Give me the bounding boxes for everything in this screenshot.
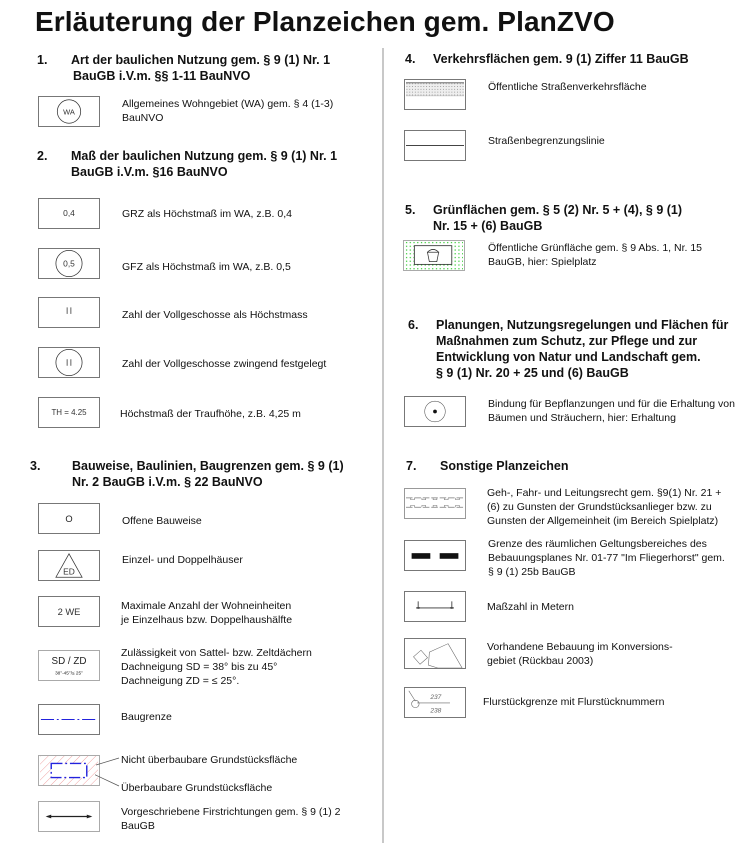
double-arrow-icon (39, 802, 99, 831)
description-line: BauGB (121, 820, 155, 832)
symbol-wa-circle (38, 96, 100, 127)
description-line: Bebauungsplanes Nr. 01-77 "Im Fliegerhorst" gem. (488, 552, 725, 564)
middle-line-icon (405, 131, 465, 160)
symbol-traufhoehe (38, 397, 100, 428)
section-3-heading (30, 458, 370, 490)
svg-text:0,5: 0,5 (63, 258, 75, 269)
legend-description (488, 537, 725, 579)
description-line: Öffentliche Grünfläche gem. § 9 Abs. 1, Nr. 15 (488, 242, 703, 254)
section-number: 5. (405, 203, 416, 217)
section-title-line: Bauweise, Baulinien, Baugrenzen gem. § 9 (1) (72, 459, 344, 473)
section-number: 4. (405, 52, 416, 66)
parcel-boundary-icon (405, 688, 465, 717)
description-line: Offene Bauweise (122, 515, 202, 527)
svg-text:O: O (65, 513, 73, 524)
text-label-icon (39, 504, 99, 533)
legend-description (488, 134, 605, 148)
legend-description (121, 805, 340, 833)
symbol-wohneinheiten (38, 596, 100, 627)
symbol-firstrichtung (38, 801, 100, 832)
description-line: Nicht überbaubare Grundstücksfläche (121, 754, 298, 766)
svg-text:238: 238 (430, 707, 442, 715)
legend-description (122, 553, 243, 567)
section-number: 1. (37, 53, 48, 67)
legend-description (121, 781, 272, 795)
description-line: je Einzelhaus bzw. Doppelhaushälfte (121, 614, 293, 626)
section-5-heading (405, 202, 735, 234)
legend-description (121, 646, 312, 688)
description-line: Allgemeines Wohngebiet (WA) gem. § 4 (1-3) (122, 98, 334, 110)
section-title-line: BauGB i.V.m. §16 BauNVO (71, 165, 228, 179)
legend-description (120, 407, 301, 421)
legend-description (487, 640, 673, 668)
description-line: Einzel- und Doppelhäuser (122, 554, 243, 566)
tree-circle-icon (405, 397, 465, 426)
symbol-dachform (38, 650, 100, 681)
description-line: BauGB, hier: Spielplatz (488, 256, 597, 268)
section-6-heading (408, 317, 743, 381)
boundary-dashes-icon (405, 541, 465, 570)
dotted-band-icon (405, 80, 465, 109)
section-4-heading (405, 51, 735, 67)
section-1-heading (37, 52, 367, 84)
section-title-line: Verkehrsflächen gem. 9 (1) Ziffer 11 BauGB (433, 52, 689, 66)
symbol-strassenverkehrsflaeche (404, 79, 466, 110)
symbol-gfz-circle (38, 248, 100, 279)
section-title-line: Grünflächen gem. § 5 (2) Nr. 5 + (4), § 9 (1) (433, 203, 683, 217)
description-line: Dachneigung ZD = ≤ 25°. (121, 675, 240, 687)
legend-description (488, 80, 647, 94)
description-line: Öffentliche Straßenverkehrsfläche (488, 81, 647, 93)
column-divider (382, 48, 384, 843)
legend-description (122, 357, 326, 371)
text-label-icon (39, 298, 99, 327)
legend-description (122, 308, 308, 322)
section-title-line: Sonstige Planzeichen (440, 459, 569, 473)
green-playground-icon (404, 241, 464, 270)
svg-text:ED: ED (63, 566, 75, 577)
description-line: (6) zu Gunsten der Grundstücksanlieger bzw. zu (487, 501, 712, 513)
section-title-line: Maßnahmen zum Schutz, zur Pflege und zur (436, 334, 698, 348)
page-title: Erläuterung der Planzeichen gem. PlanZVO (35, 6, 615, 37)
legend-description (122, 97, 333, 125)
section-title-line: Art der baulichen Nutzung gem. § 9 (1) Nr. 1 (71, 53, 331, 67)
symbol-vorhandene-bebauung (404, 638, 466, 669)
description-line: Bäumen und Sträuchern, hier: Erhaltung (488, 412, 676, 424)
section-2-heading (37, 148, 367, 180)
section-title-line: BauGB i.V.m. §§ 1-11 BauNVO (73, 69, 251, 83)
text-label-icon (39, 597, 99, 626)
description-line: gebiet (Rückbau 2003) (487, 655, 594, 667)
description-line: BauNVO (122, 112, 164, 124)
triangle-label-icon (39, 551, 99, 580)
section-title-line: Planungen, Nutzungsregelungen und Flächen für (436, 318, 729, 332)
symbol-grz (38, 198, 100, 229)
description-line: GRZ als Höchstmaß im WA, z.B. 0,4 (122, 208, 292, 220)
description-line: Höchstmaß der Traufhöhe, z.B. 4,25 m (120, 408, 301, 420)
description-line: Maßzahl in Metern (487, 601, 574, 613)
legend-description (487, 486, 721, 528)
legend-description (121, 753, 297, 767)
svg-text:TH = 4.25: TH = 4.25 (51, 407, 87, 417)
section-title-line: § 9 (1) Nr. 20 + 25 und (6) BauGB (436, 366, 629, 380)
hatched-area-icon (39, 756, 99, 785)
symbol-flurstueckgrenze (404, 687, 466, 718)
description-line: Zahl der Vollgeschosse als Höchstmass (122, 309, 308, 321)
description-line: Überbaubare Grundstücksfläche (121, 782, 273, 794)
legend-description (488, 241, 702, 269)
symbol-vollgeschosse-max (38, 297, 100, 328)
svg-text:0,4: 0,4 (63, 207, 75, 218)
dimension-line-icon (405, 592, 465, 621)
description-line: Straßenbegrenzungslinie (488, 135, 605, 147)
svg-text:38°-45°/≤ 25°: 38°-45°/≤ 25° (55, 670, 83, 676)
section-title-line: Nr. 15 + (6) BauGB (433, 219, 543, 233)
description-line: Vorhandene Bebauung im Konversions- (487, 641, 673, 653)
easement-band-icon (405, 489, 465, 518)
section-number: 6. (408, 318, 419, 332)
baugrenze-line-icon (39, 705, 99, 734)
legend-description (487, 600, 574, 614)
text-label-icon (39, 398, 99, 427)
roof-label-icon (39, 651, 99, 680)
section-title-line: Maß der baulichen Nutzung gem. § 9 (1) Nr. 1 (71, 149, 338, 163)
symbol-masszahl (404, 591, 466, 622)
circle-label-icon (39, 249, 99, 278)
symbol-einzel-doppelhaus (38, 550, 100, 581)
legend-description (122, 260, 291, 274)
description-line: Baugrenze (121, 711, 172, 723)
symbol-erhaltung-baeume (404, 396, 466, 427)
description-line: Vorgeschriebene Firstrichtungen gem. § 9 (1) 2 (121, 806, 341, 818)
description-line: Grenze des räumlichen Geltungsbereiches des (488, 538, 707, 550)
description-line: Dachneigung SD = 38° bis zu 45° (121, 661, 278, 673)
legend-description (483, 695, 664, 709)
svg-text:WA: WA (63, 107, 75, 117)
description-line: Geh-, Fahr- und Leitungsrecht gem. §9(1) Nr. 21 + (487, 487, 722, 499)
section-title-line: Nr. 2 BauGB i.V.m. § 22 BauNVO (72, 475, 263, 489)
text-label-icon (39, 199, 99, 228)
description-line: Zulässigkeit von Sattel- bzw. Zeltdächern (121, 647, 312, 659)
existing-buildings-icon (405, 639, 465, 668)
section-number: 7. (406, 459, 417, 473)
description-line: Bindung für Bepflanzungen und für die Erhaltung von (488, 398, 735, 410)
svg-text:237: 237 (430, 694, 442, 702)
legend-description (122, 207, 292, 221)
section-number: 2. (37, 149, 48, 163)
legend-description (488, 397, 735, 425)
circle-label-icon (39, 97, 99, 126)
symbol-strassenbegrenzungslinie (404, 130, 466, 161)
description-line: GFZ als Höchstmaß im WA, z.B. 0,5 (122, 261, 291, 273)
legend-description (122, 514, 202, 528)
svg-text:2 WE: 2 WE (57, 606, 81, 617)
section-7-heading (406, 458, 736, 474)
circle-label-icon (39, 348, 99, 377)
symbol-baugrenze (38, 704, 100, 735)
symbol-grundstuecksflaeche (38, 755, 100, 786)
description-line: § 9 (1) 25b BauGB (488, 566, 576, 578)
description-line: Maximale Anzahl der Wohneinheiten (121, 600, 292, 612)
symbol-offene-bauweise (38, 503, 100, 534)
description-line: Gunsten der Allgemeinheit (im Bereich Spielplatz) (487, 515, 719, 527)
symbol-geltungsbereich (404, 540, 466, 571)
legend-description (121, 599, 292, 627)
legend-description (121, 710, 172, 724)
svg-text:SD / ZD: SD / ZD (51, 656, 87, 668)
symbol-vollgeschosse-fixed (38, 347, 100, 378)
symbol-gruenflaeche-spielplatz (403, 240, 465, 271)
description-line: Zahl der Vollgeschosse zwingend festgelegt (122, 358, 327, 370)
description-line: Flurstückgrenze mit Flurstücknummern (483, 696, 665, 708)
symbol-geh-fahr-leitungsrecht (404, 488, 466, 519)
section-title-line: Entwicklung von Natur und Landschaft gem. (436, 350, 701, 364)
section-number: 3. (30, 459, 41, 473)
